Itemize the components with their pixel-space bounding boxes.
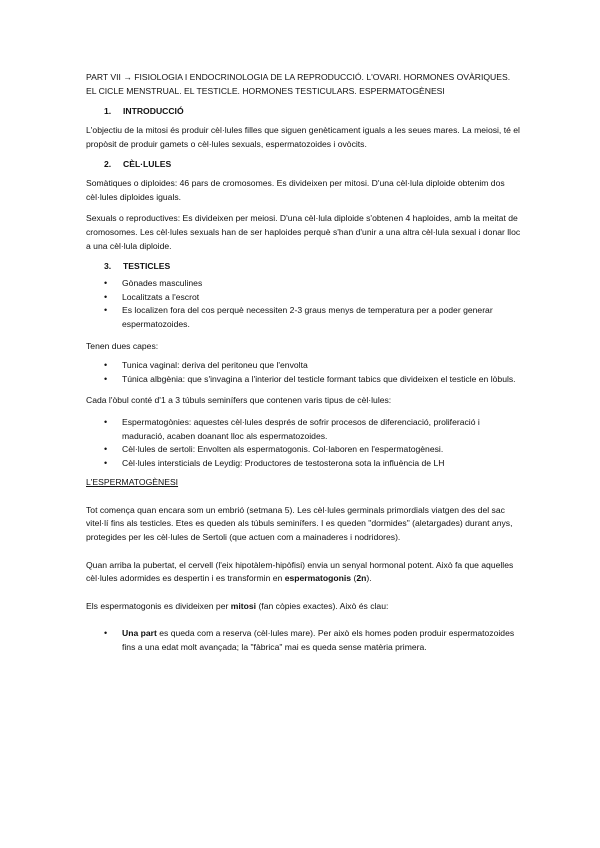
section-heading-cellules bbox=[104, 159, 521, 169]
list-item: • Localitzats a l'escrot bbox=[86, 291, 521, 305]
bullet-icon bbox=[86, 291, 122, 305]
section-number: 2. bbox=[104, 159, 112, 170]
section-heading-introduccio bbox=[104, 106, 521, 116]
section-title: INTRODUCCIÓ bbox=[123, 106, 184, 116]
paragraph-capes-intro: Tenen dues capes: bbox=[86, 340, 159, 351]
paragraph-sexuals: Sexuals o reproductives: Es divideixen per meiosi. D'una cèl·lula diploide s'obtenen 4 haploides, amb la meitat de cromosomes. Les cèl·lules sexuals han de ser haploides perquè s'han d'unir a una altra cèl·lula sexual i donar lloc a una cèl·lula diploide. bbox=[86, 213, 521, 251]
mitosi-list bbox=[86, 627, 521, 654]
bullet-icon bbox=[86, 627, 122, 654]
section-number: 3. bbox=[104, 261, 112, 272]
paragraph-somatiques: Somàtiques o diploides: 46 pars de cromosomes. Es divideixen per mitosi. D'una cèl·lula diploide obtenim dos cèl·lules diploides iguals. bbox=[86, 178, 505, 202]
capes-list bbox=[86, 359, 521, 386]
paragraph-embrio: Tot comença quan encara som un embrió (setmana 5). Les cèl·lules germinals primordials viatgen des del sac vitel·lí fins als testicles. Etes es queden als túbuls seminífers. I es queden "dormides" (aletargades) durant anys, protegides per les cèl·lules de Sertoli (que actuen com a mainaderes i nodridores). bbox=[86, 504, 513, 543]
section-title: CÈL·LULES bbox=[123, 159, 172, 170]
term-espermatogonis: espermatogonis bbox=[284, 573, 352, 584]
list-item: • Cèl·lules intersticials de Leydig: Productores de testosterona sota la influència de LH bbox=[86, 457, 521, 471]
list-item: • Tunica vaginal: deriva del peritoneu que l'envolta bbox=[86, 359, 521, 373]
paragraph-pubertat: Quan arriba la pubertat, el cervell (l'eix hipotàlem-hipòfisi) envia un senyal hormonal potent. Això fa que aquelles cèl·lules adormides es despertin i es transformin en espermatogonis (2n). bbox=[86, 559, 514, 584]
section-title: TESTICLES bbox=[123, 261, 171, 272]
cells-list bbox=[86, 416, 521, 470]
term-una-part: Una part bbox=[122, 628, 157, 639]
list-item: • Cèl·lules de sertoli: Envolten als espermatogonis. Col·laboren en l'espermatogènesi. bbox=[86, 443, 521, 457]
bullet-icon bbox=[86, 277, 122, 291]
bullet-icon bbox=[86, 304, 122, 331]
list-item: • Espermatogònies: aquestes cèl·lules després de sofrir procesos de diferenciació, proliferació i maduració, acaben doanant lloc als espermatozoides. bbox=[86, 416, 521, 443]
list-item: • Gònades masculines bbox=[86, 277, 521, 291]
paragraph-lobul-intro: Cada l'òbul conté d'1 a 3 túbuls seminífers que contenen varis tipus de cèl·lules: bbox=[86, 395, 392, 406]
testicles-list bbox=[86, 277, 521, 331]
term-2n: 2n bbox=[356, 573, 367, 584]
bullet-icon bbox=[86, 416, 122, 443]
list-item: • Es localizen fora del cos perquè necessiten 2-3 graus menys de temperatura per a poder generar espermatozoides. bbox=[86, 304, 521, 331]
bullet-icon bbox=[86, 457, 122, 471]
bullet-icon bbox=[86, 443, 122, 457]
bullet-icon bbox=[86, 373, 122, 387]
paragraph-introduccio: L'objectiu de la mitosi és produir cèl·lules filles que siguen genèticament iguals a les seues mares. La meiosi, té el propòsit de produir gamets o cèl·lules sexuals, espermatozoides i ovòcits. bbox=[86, 125, 520, 149]
document-page bbox=[86, 70, 521, 655]
term-mitosi: mitosi bbox=[230, 600, 257, 611]
list-item: • Túnica albgènia: que s'invagina a l'interior del testicle formant tabics que divideixen el testicle en lòbuls. bbox=[86, 373, 521, 387]
bullet-icon bbox=[86, 359, 122, 373]
section-heading-testicles bbox=[104, 261, 521, 271]
paragraph-mitosi: Els espermatogonis es divideixen per mitosi (fan còpies exactes). Això és clau: bbox=[86, 600, 389, 611]
page-title: PART VII → FISIOLOGIA I ENDOCRINOLOGIA DE LA REPRODUCCIÓ. L'OVARI. HORMONES OVÀRIQUES. EL CICLE MENSTRUAL. EL TESTICLE. HORMONES TESTICULARS. ESPERMATOGÈNESI bbox=[86, 72, 511, 96]
list-item: • Una part es queda com a reserva (cèl·lules mare). Per això els homes poden produir espermatozoides fins a una edat molt avançada; la "fàbrica" mai es queda sense matèria primera. bbox=[86, 627, 521, 654]
espermatogenesi-heading: L'ESPERMATOGÈNESI bbox=[86, 477, 179, 488]
section-number: 1. bbox=[104, 106, 112, 116]
